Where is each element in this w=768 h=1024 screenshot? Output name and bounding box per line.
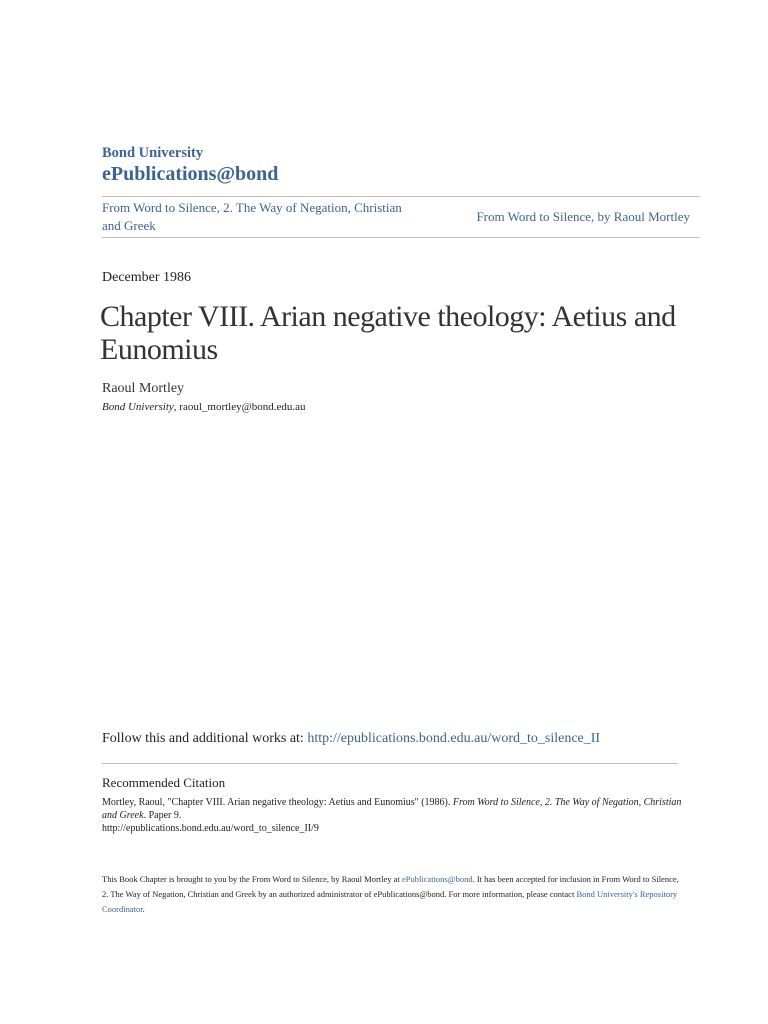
footer-repository-link[interactable]: ePublications@bond <box>401 874 473 884</box>
citation-url: http://epublications.bond.edu.au/word_to_silence_II/9 <box>102 823 319 834</box>
affiliation-institution: Bond University <box>102 401 174 413</box>
citation-body <box>102 796 692 835</box>
citation-paper-number: . Paper 9. <box>143 810 182 821</box>
footer-text-1: This Book Chapter is brought to you by the From Word to Silence, by Raoul Mortley at <box>102 874 402 884</box>
footer-notice <box>102 872 682 917</box>
follow-line <box>102 731 600 747</box>
citation-book-title: From Word to Silence, 2. The Way of Negation, Christian and Greek <box>102 797 682 821</box>
citation-heading: Recommended Citation <box>102 775 226 790</box>
follow-link[interactable]: http://epublications.bond.edu.au/word_to_silence_II <box>307 731 601 746</box>
university-name[interactable]: Bond University <box>102 145 204 161</box>
collection-link-book[interactable]: From Word to Silence, by Raoul Mortley <box>476 209 690 224</box>
publication-date: December 1986 <box>102 270 192 285</box>
divider <box>102 763 678 764</box>
follow-label: Follow this and additional works at: <box>102 731 308 746</box>
affiliation-email: , raoul_mortley@bond.edu.au <box>173 401 306 413</box>
document-title: Chapter VIII. Arian negative theology: Aetius and Eunomius <box>100 300 676 366</box>
citation-text: Mortley, Raoul, "Chapter VIII. Arian negative theology: Aetius and Eunomius" (1986). <box>102 797 453 808</box>
footer-coordinator-link[interactable]: Bond University's Repository Coordinator <box>102 889 678 914</box>
footer-text-2: . It has been accepted for inclusion in From Word to Silence, 2. The Way of Negation, Christian and Greek by an authorized administrator of ePublications@bond. For more information, please contact <box>102 874 679 899</box>
repository-name[interactable]: ePublications@bond <box>102 163 279 185</box>
collection-nav <box>102 196 700 238</box>
author-affiliation <box>102 401 306 413</box>
footer-text-3: . <box>142 904 145 914</box>
author-name: Raoul Mortley <box>102 381 185 396</box>
collection-link-series[interactable]: From Word to Silence, 2. The Way of Negation, Christian and Greek <box>102 200 402 233</box>
repository-header <box>102 145 278 186</box>
